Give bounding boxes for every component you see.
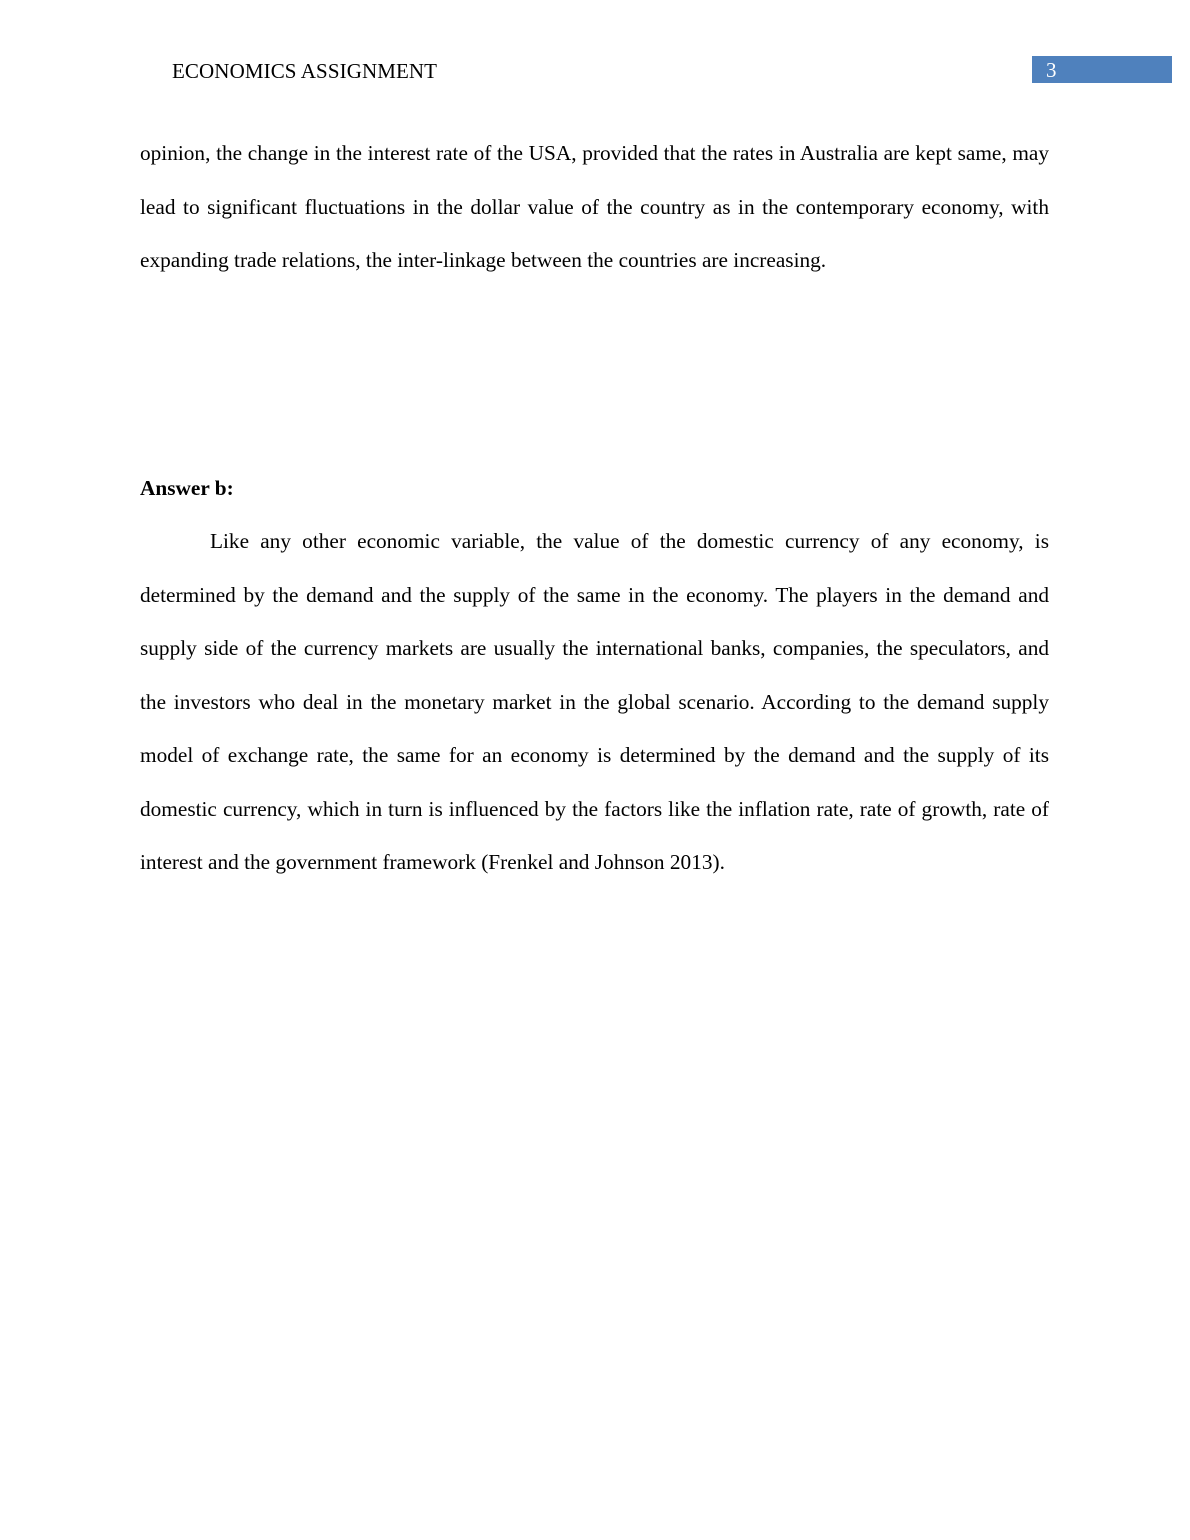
page-number: 3 [1046,58,1057,82]
page-number-box [1032,56,1172,83]
answer-b-heading: Answer b: [140,476,234,500]
running-header-title: ECONOMICS ASSIGNMENT [172,59,438,83]
body-paragraph-2: Like any other economic variable, the value of the domestic currency of any economy, is determined by the demand and the supply of the same in the economy. The players in the demand and supply side of the currency markets are usually the international banks, companies, the speculators, and the investors who deal in the monetary market in the global scenario. According to the demand supply model of exchange rate, the same for an economy is determined by the demand and the supply of its domestic currency, which in turn is influenced by the factors like the inflation rate, rate of growth, rate of interest and the government framework (Frenkel and Johnson 2013). [140,529,1049,874]
body-paragraph-1: opinion, the change in the interest rate of the USA, provided that the rates in Australia are kept same, may lead to significant fluctuations in the dollar value of the country as in the contemporary economy, with expanding trade relations, the inter-linkage between the countries are increasing. [140,141,1049,272]
